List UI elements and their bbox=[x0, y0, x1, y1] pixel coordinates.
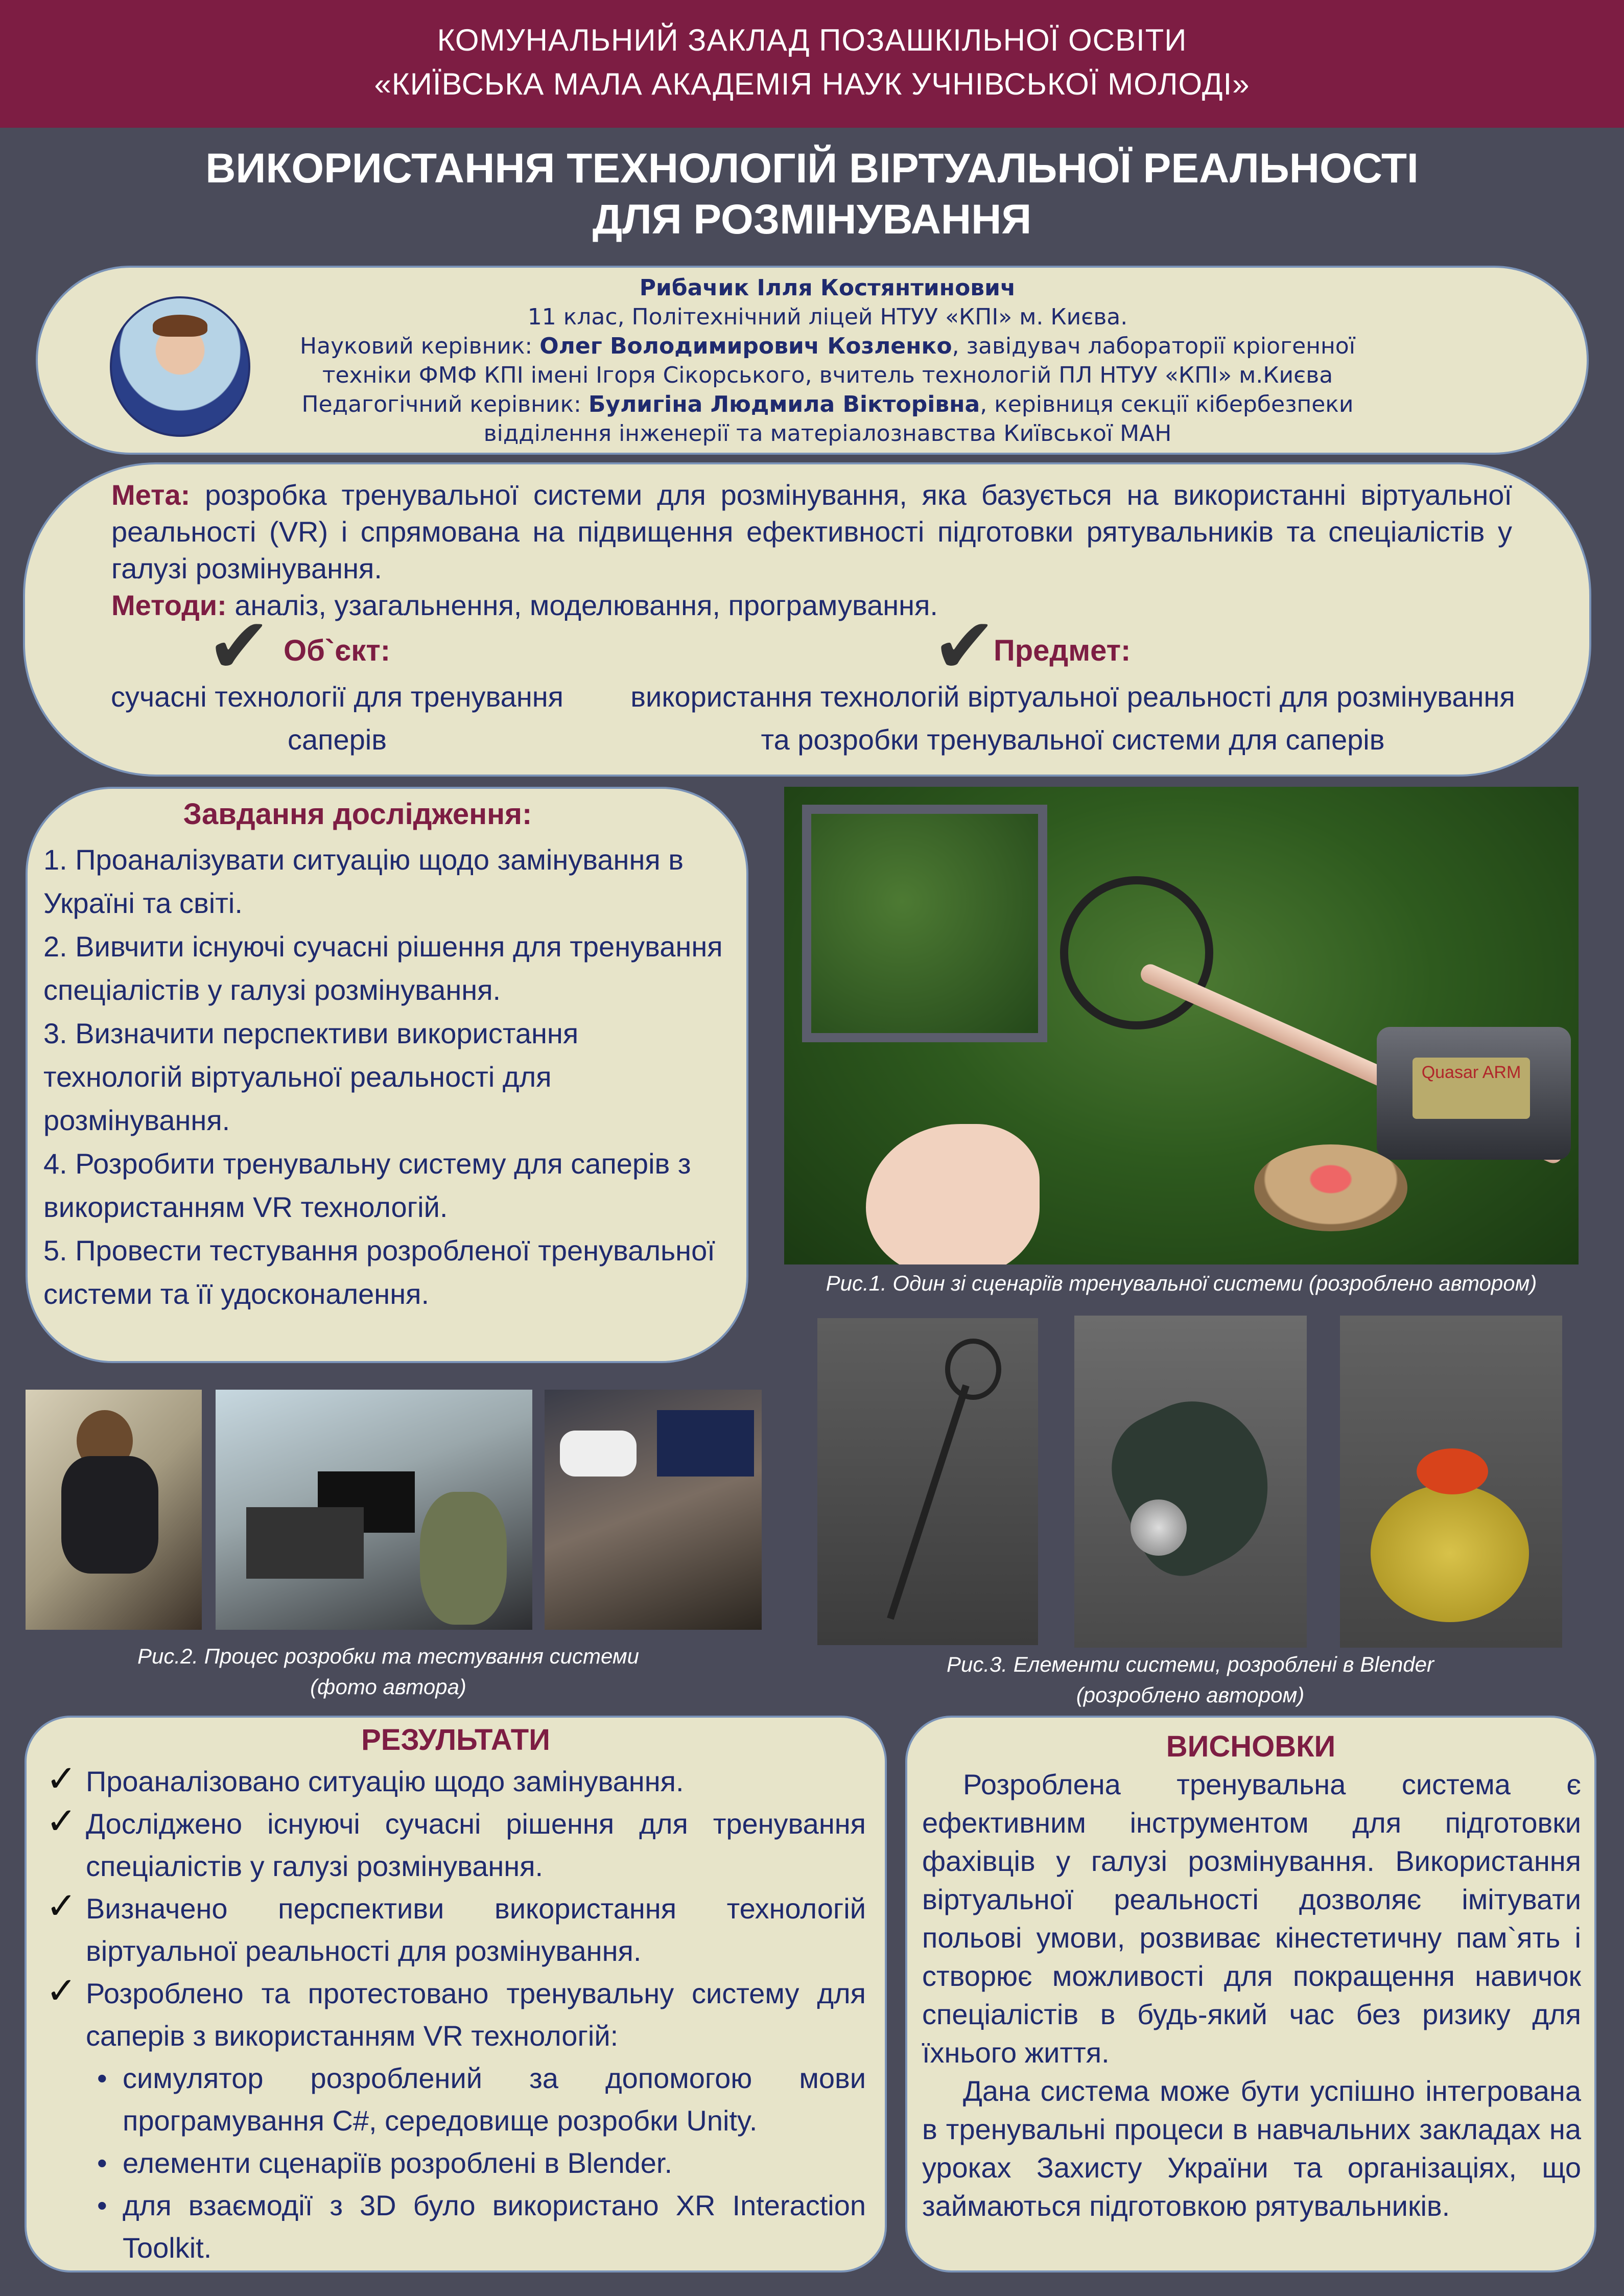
methods-label: Методи: bbox=[111, 589, 227, 621]
fig3-caption-line-2: (розроблено автором) bbox=[1076, 1683, 1305, 1707]
fig3-caption-line-1: Рис.3. Елементи системи, розроблені в Blender bbox=[946, 1652, 1434, 1676]
figure-2-caption bbox=[26, 1641, 751, 1702]
mine-model bbox=[1254, 1144, 1407, 1231]
subject-text: використання технологій віртуальної реальності для розмінування та розробки тренувальної системи для саперів bbox=[630, 681, 1515, 756]
sci-rest-2: техніки ФМФ КПІ імені Ігоря Сікорського, вчитель технологій ПЛ НТУУ «КПІ» м.Києва bbox=[322, 362, 1333, 388]
sci-prefix: Науковий керівник: bbox=[300, 333, 540, 359]
task-item: 2. Вивчити існуючі сучасні рішення для тренування спеціалістів у галузі розмінування. bbox=[43, 930, 723, 1006]
detector-coil bbox=[1060, 876, 1213, 1029]
conclusions-heading: ВИСНОВКИ bbox=[1166, 1730, 1336, 1763]
object-text: сучасні технології для тренування саперів bbox=[111, 681, 563, 756]
task-item: 3. Визначити перспективи використання технологій віртуальної реальності для розмінування. bbox=[43, 1017, 579, 1136]
ped-prefix: Педагогічний керівник: bbox=[301, 391, 589, 417]
result-text: Досліджено існуючі сучасні рішення для тренування спеціалістів у галузі розмінування. bbox=[86, 1808, 866, 1882]
render-cap bbox=[1131, 1500, 1187, 1556]
result-bullets bbox=[46, 2057, 866, 2269]
subject-label: Предмет: bbox=[994, 634, 1131, 667]
result-text: Проаналізовано ситуацію щодо замінування. bbox=[86, 1765, 684, 1797]
vr-inset-view bbox=[802, 805, 1047, 1042]
conclusion-paragraph-2: Дана система може бути успішно інтегрована в тренувальні процеси в навчальних закладах на уроках Захисту України та організаціях, що займаються підготовкою рятувальників. bbox=[922, 2075, 1581, 2222]
avatar-hair bbox=[153, 315, 207, 337]
render-coil bbox=[945, 1339, 1001, 1400]
title-line-2: ДЛЯ РОЗМІНУВАННЯ bbox=[592, 196, 1032, 243]
author-name: Рибачик Ілля Костянтинович bbox=[639, 275, 1016, 301]
check-icon: ✓ bbox=[46, 1971, 77, 2011]
photo-laptop-session bbox=[216, 1390, 532, 1630]
figure-1-caption: Рис.1. Один зі сценаріїв тренувальної системи (розроблено автором) bbox=[826, 1271, 1537, 1295]
ped-rest-2: відділення інженерії та матеріалознавства Київської МАН bbox=[483, 420, 1172, 447]
render-metal-detector bbox=[817, 1318, 1038, 1645]
conclusions-text bbox=[922, 1765, 1581, 2225]
scientific-advisor bbox=[215, 332, 1441, 361]
photo-student-workbench bbox=[26, 1390, 202, 1630]
result-text: Розроблено та протестовано тренувальну систему для саперів з використанням VR технологій: bbox=[86, 1977, 866, 2052]
fig2-caption-line-1: Рис.2. Процес розробки та тестування системи bbox=[137, 1644, 639, 1668]
object-label: Об`єкт: bbox=[284, 634, 391, 667]
bullet-text: для взаємодії з 3D було використано XR Interaction Toolkit. bbox=[123, 2189, 866, 2264]
author-info bbox=[215, 273, 1441, 448]
render-mine-top bbox=[1417, 1448, 1488, 1494]
goal-text-block bbox=[111, 477, 1512, 624]
header-band bbox=[0, 0, 1624, 128]
render-shaft bbox=[887, 1385, 970, 1620]
goal-paragraph bbox=[111, 477, 1512, 587]
check-icon: ✔ bbox=[207, 602, 271, 691]
result-item bbox=[46, 1887, 866, 1972]
bullet-text: елементи сценаріїв розроблені в Blender. bbox=[123, 2147, 673, 2179]
photo-figure bbox=[61, 1456, 158, 1574]
header-line-2: «КИЇВСЬКА МАЛА АКАДЕМІЯ НАУК УЧНІВСЬКОЇ МОЛОДІ» bbox=[374, 67, 1250, 101]
result-item bbox=[46, 1972, 866, 2057]
task-item: 4. Розробити тренувальну систему для саперів з використанням VR технологій. bbox=[43, 1147, 691, 1223]
poster-title bbox=[0, 143, 1624, 245]
result-item bbox=[46, 1802, 866, 1887]
methods-paragraph bbox=[111, 587, 1512, 624]
bullet-item bbox=[97, 2184, 866, 2269]
render-handle bbox=[1074, 1316, 1307, 1648]
render-mine bbox=[1340, 1316, 1562, 1648]
title-line-1: ВИКОРИСТАННЯ ТЕХНОЛОГІЙ ВІРТУАЛЬНОЇ РЕАЛЬНОСТІ bbox=[205, 145, 1419, 192]
check-icon: ✔ bbox=[932, 602, 997, 691]
photo-vr-headset bbox=[545, 1390, 762, 1630]
goal-text: розробка тренувальної системи для розмінування, яка базується на використанні віртуальної реальності (VR) і спрямована на підвищення ефективності підготовки рятувальників та спеціалістів у галузі розмінування. bbox=[111, 479, 1512, 584]
check-icon: ✓ bbox=[46, 1759, 77, 1799]
vr-hand bbox=[866, 1124, 1040, 1264]
bullet-item bbox=[97, 2142, 866, 2184]
check-icon: ✓ bbox=[46, 1886, 77, 1927]
photo-screen bbox=[657, 1410, 754, 1477]
fig2-caption-line-2: (фото автора) bbox=[310, 1675, 466, 1699]
task-item: 5. Провести тестування розробленої тренувальної системи та її удосконалення. bbox=[43, 1234, 715, 1310]
detector-brand: Quasar ARM bbox=[1421, 1063, 1521, 1082]
bullet-icon: • bbox=[97, 2062, 107, 2094]
sci-name: Олег Володимирович Козленко bbox=[539, 333, 952, 359]
figure-3-caption bbox=[787, 1649, 1594, 1711]
tasks-list bbox=[43, 838, 723, 1316]
check-icon: ✓ bbox=[46, 1801, 77, 1842]
results-heading: РЕЗУЛЬТАТИ bbox=[361, 1723, 550, 1756]
photo-laptop bbox=[246, 1507, 364, 1579]
result-item bbox=[46, 1760, 866, 1802]
figure-1-vr-scene bbox=[784, 787, 1579, 1264]
detector-screen bbox=[1413, 1058, 1530, 1119]
conclusion-paragraph-1: Розроблена тренувальна система є ефективним інструментом для підготовки фахівців у галузі розмінування. Використання віртуальної реальності дозволяє імітувати польові умови, розвиває кінестетичну пам`ять і створює можливості для покращення навичок спеціалістів в будь-який час без ризику для їхнього життя. bbox=[922, 1768, 1581, 2069]
result-text: Визначено перспективи використання технологій віртуальної реальності для розмінування. bbox=[86, 1892, 866, 1967]
author-school: 11 клас, Політехнічний ліцей НТУУ «КПІ» м. Києва. bbox=[527, 304, 1128, 330]
task-item: 1. Проаналізувати ситуацію щодо замінування в Україні та світі. bbox=[43, 844, 684, 919]
render-grip bbox=[1093, 1379, 1296, 1590]
bullet-icon: • bbox=[97, 2147, 107, 2179]
header-line-1: КОМУНАЛЬНИЙ ЗАКЛАД ПОЗАШКІЛЬНОЇ ОСВІТИ bbox=[437, 23, 1187, 57]
photo-figure bbox=[420, 1492, 507, 1625]
methods-text: аналіз, узагальнення, моделювання, програмування. bbox=[226, 589, 938, 621]
bullet-text: симулятор розроблений за допомогою мови програмування C#, середовище розробки Unity. bbox=[123, 2062, 866, 2137]
sci-rest-1: , завідувач лабораторії кріогенної bbox=[952, 333, 1355, 359]
photo-headset bbox=[560, 1431, 637, 1477]
ped-rest-1: , керівниця секції кібербезпеки bbox=[980, 391, 1354, 417]
results-list bbox=[46, 1760, 866, 2269]
tasks-heading: Завдання дослідження: bbox=[183, 798, 532, 831]
bullet-icon: • bbox=[97, 2189, 107, 2221]
render-mine-body bbox=[1371, 1484, 1529, 1622]
bullet-item bbox=[97, 2057, 866, 2142]
goal-label: Мета: bbox=[111, 479, 191, 511]
pedagogical-advisor bbox=[215, 390, 1441, 419]
ped-name: Булигіна Людмила Вікторівна bbox=[588, 391, 980, 417]
